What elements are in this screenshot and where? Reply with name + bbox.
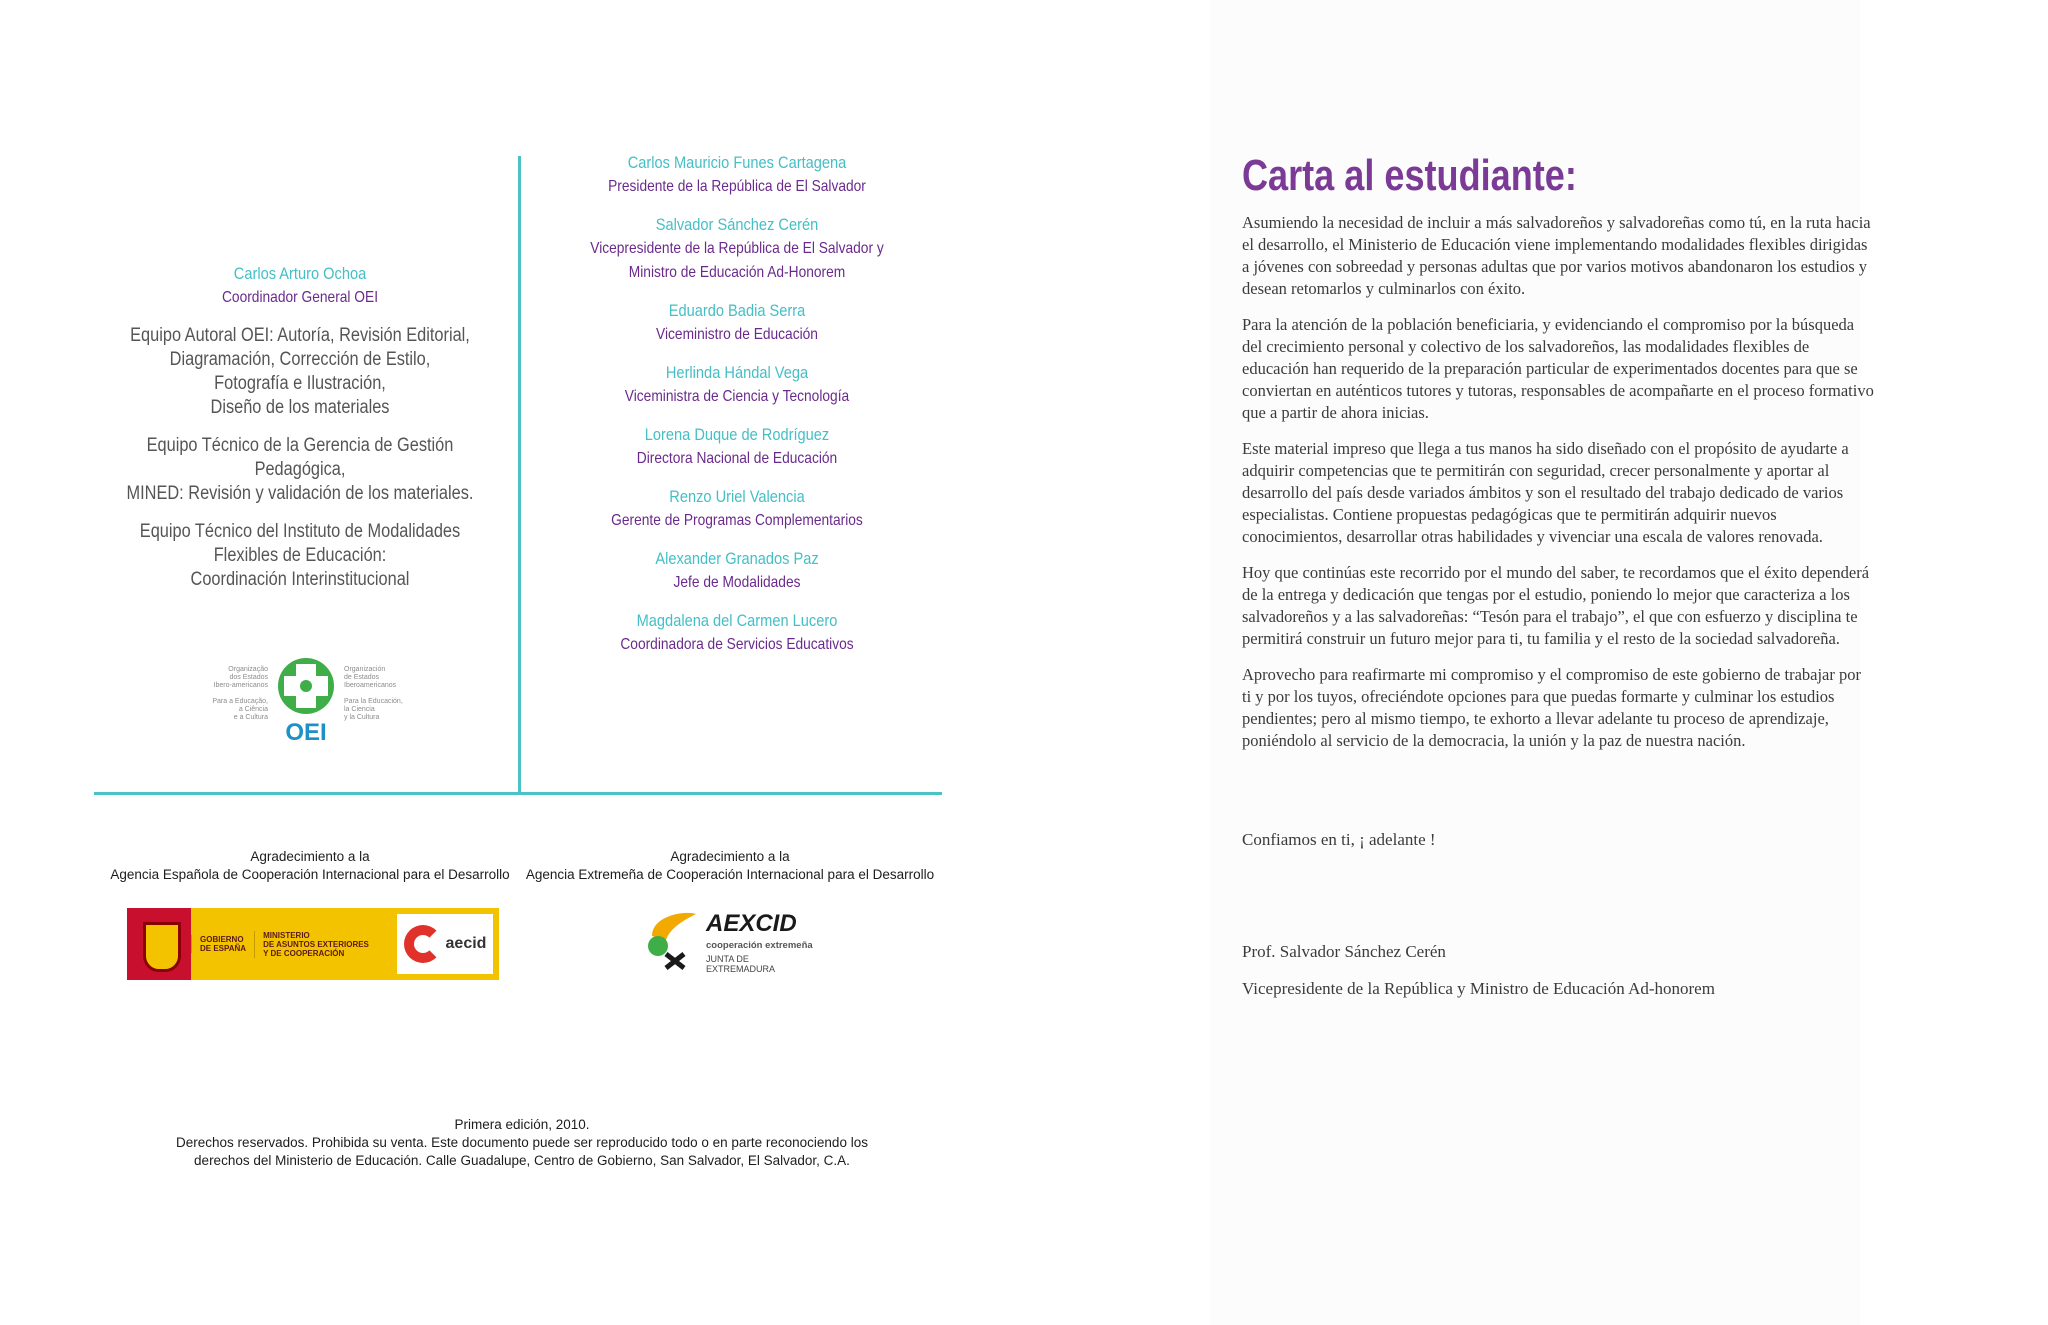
- edition-line: Derechos reservados. Prohibida su venta. Este documento puede ser reproducido todo o en parte reconociendo los: [176, 1135, 868, 1150]
- official-role: Jefe de Modalidades: [673, 574, 801, 591]
- team-line: Flexibles de Educación:: [213, 545, 387, 566]
- officials-column: [532, 151, 942, 671]
- official-entry: [532, 609, 942, 657]
- team-block-3: [119, 520, 480, 592]
- aexcid-logo: AEXCID cooperación extremeña JUNTA DE EXTREMADURA: [644, 902, 820, 974]
- official-entry: [532, 151, 942, 199]
- official-entry: [532, 485, 942, 533]
- spain-government-logo: [127, 908, 499, 980]
- official-role: Directora Nacional de Educación: [636, 450, 838, 467]
- official-entry: [532, 547, 942, 595]
- official-name: Renzo Uriel Valencia: [669, 487, 805, 506]
- team-line: Equipo Autoral OEI: Autoría, Revisión Editorial,: [130, 325, 470, 346]
- official-entry: [532, 361, 942, 409]
- letter-paragraph: Aprovecho para reafirmarte mi compromiso y el compromiso de este gobierno de trabajar por ti y por los tuyos, ofreciéndote opciones para que puedas formarte y culminar los estudios pendientes; pero al mismo tiempo, te exhorto a llevar adelante tu proceso de aprendizaje, poniéndolo al servicio de la democracia, la unión y la paz de nuestra nación.: [1242, 665, 1861, 750]
- edition-line: Primera edición, 2010.: [454, 1117, 590, 1132]
- credits-left-column: [90, 262, 510, 606]
- letter-title: Carta al estudiante:: [1242, 151, 1577, 200]
- official-entry: [532, 299, 942, 347]
- team-line: Fotografía e Ilustración,: [214, 373, 386, 394]
- team-line: Diagramación, Corrección de Estilo,: [169, 349, 431, 370]
- official-role: Coordinadora de Servicios Educativos: [620, 636, 854, 653]
- ack-line: Agencia Española de Cooperación Internacional para el Desarrollo: [110, 867, 510, 882]
- team-line: Equipo Técnico de la Gerencia de Gestión Pedagógica,: [146, 435, 454, 480]
- aecid-c-icon: [404, 925, 442, 963]
- official-name: Herlinda Hándal Vega: [665, 363, 809, 382]
- official-entry: [532, 423, 942, 471]
- ministry-text: MINISTERIO DE ASUNTOS EXTERIORES Y DE COOPERACIÓN: [254, 931, 377, 958]
- oei-logo: [208, 652, 416, 748]
- letter-closing: Confiamos en ti, ¡ adelante !: [1242, 830, 1436, 849]
- oei-text-spanish: Organización de Estados Iberoamericanos Para la Educación, la Ciencia y la Cultura: [344, 666, 403, 721]
- gov-text: GOBIERNO DE ESPAÑA: [191, 935, 254, 953]
- official-role: Gerente de Programas Complementarios: [611, 512, 863, 529]
- official-role: Vicepresidente de la República de El Salvador y: [590, 240, 884, 257]
- ack-line: Agencia Extremeña de Cooperación Internacional para el Desarrollo: [525, 867, 935, 882]
- spain-coat-of-arms-icon: [127, 908, 191, 980]
- oei-text-portuguese: Organização dos Estados Ibero-americanos Para a Educação, a Ciência e a Cultura: [212, 666, 268, 721]
- signature-name: Prof. Salvador Sánchez Cerén: [1242, 942, 1446, 961]
- official-role: Presidente de la República de El Salvador: [608, 178, 866, 195]
- acknowledgement-aexcid: [520, 848, 940, 884]
- team-block-2: [119, 434, 480, 506]
- oei-emblem-icon: [274, 656, 338, 746]
- ack-line: Agradecimiento a la: [250, 849, 370, 864]
- official-role: Viceministro de Educación: [656, 326, 818, 343]
- edition-line: derechos del Ministerio de Educación. Calle Guadalupe, Centro de Gobierno, San Salvador, El Salvador, C.A.: [194, 1153, 850, 1168]
- ack-line: Agradecimiento a la: [670, 849, 790, 864]
- letter-body: [1242, 212, 1874, 766]
- official-role-line2: Ministro de Educación Ad-Honorem: [628, 264, 846, 281]
- team-line: Coordinación Interinstitucional: [190, 569, 410, 590]
- letter-paragraph: Asumiendo la necesidad de incluir a más salvadoreños y salvadoreñas como tú, en la ruta hacia el desarrollo, el Ministerio de Educación viene implementando modalidades flexibles dirigidas a jóvenes con sobreedad y personas adultas que por varios motivos abandonaron los estudios y desean retomarlos y culminarlos con éxito.: [1242, 213, 1871, 298]
- official-role: Viceministra de Ciencia y Tecnología: [624, 388, 850, 405]
- aexcid-emblem-icon: [644, 906, 704, 970]
- signature-role: Vicepresidente de la República y Ministro de Educación Ad-honorem: [1242, 979, 1715, 998]
- team-block-1: [119, 324, 480, 420]
- official-name: Alexander Granados Paz: [655, 549, 819, 568]
- svg-text:OEI: OEI: [285, 719, 327, 746]
- official-name: Magdalena del Carmen Lucero: [636, 611, 838, 630]
- official-name: Lorena Duque de Rodríguez: [644, 425, 830, 444]
- team-line: Diseño de los materiales: [210, 397, 390, 418]
- letter-paragraph: Este material impreso que llega a tus manos ha sido diseñado con el propósito de ayudarte a adquirir competencias que te permitirán con seguridad, crecer personalmente y aportar al desarrollo del país desde variados ámbitos y son el resultado del trabajo dedicado de varios especialistas. Contiene propuestas pedagógicas que te permitirán adquirir nuevos conocimientos, desarrollar otras habilidades y vivenciar una escala de valores renovada.: [1242, 439, 1849, 546]
- letter-paragraph: Hoy que continúas este recorrido por el mundo del saber, te recordamos que el éxito dependerá de la entrega y dedicación que tengas por el estudio, poniendo lo mejor que caracteriza a los salvadoreños y a las salvadoreñas: “Tesón para el trabajo”, el que con esfuerzo y disciplina te permitirá construir un futuro mejor para ti, tu familia y el resto de la sociedad salvadoreña.: [1242, 563, 1870, 648]
- letter-paragraph: Para la atención de la población beneficiaria, y evidenciando el compromiso por la búsqueda del crecimiento personal y colectivo de los salvadoreños, las modalidades flexibles de educación han requerido de la preparación particular de experimentados docentes para que se conviertan en auténticos tutores y tutoras, responsables de acompañarte en el proceso formativo que a partir de ahora inicias.: [1242, 315, 1874, 422]
- team-line: Equipo Técnico del Instituto de Modalidades: [139, 521, 461, 542]
- vertical-divider: [518, 156, 521, 794]
- aecid-logo: aecid: [397, 914, 493, 974]
- official-name: Salvador Sánchez Cerén: [655, 215, 819, 234]
- coordinator-name: Carlos Arturo Ochoa: [233, 264, 367, 283]
- coordinator-role: Coordinador General OEI: [221, 289, 379, 306]
- official-name: Eduardo Badia Serra: [668, 301, 806, 320]
- acknowledgement-aecid: [100, 848, 520, 884]
- team-line: MINED: Revisión y validación de los materiales.: [126, 483, 474, 504]
- official-name: Carlos Mauricio Funes Cartagena: [627, 153, 847, 172]
- horizontal-divider: [94, 792, 942, 795]
- official-entry: [532, 213, 942, 285]
- edition-note: [150, 1116, 894, 1170]
